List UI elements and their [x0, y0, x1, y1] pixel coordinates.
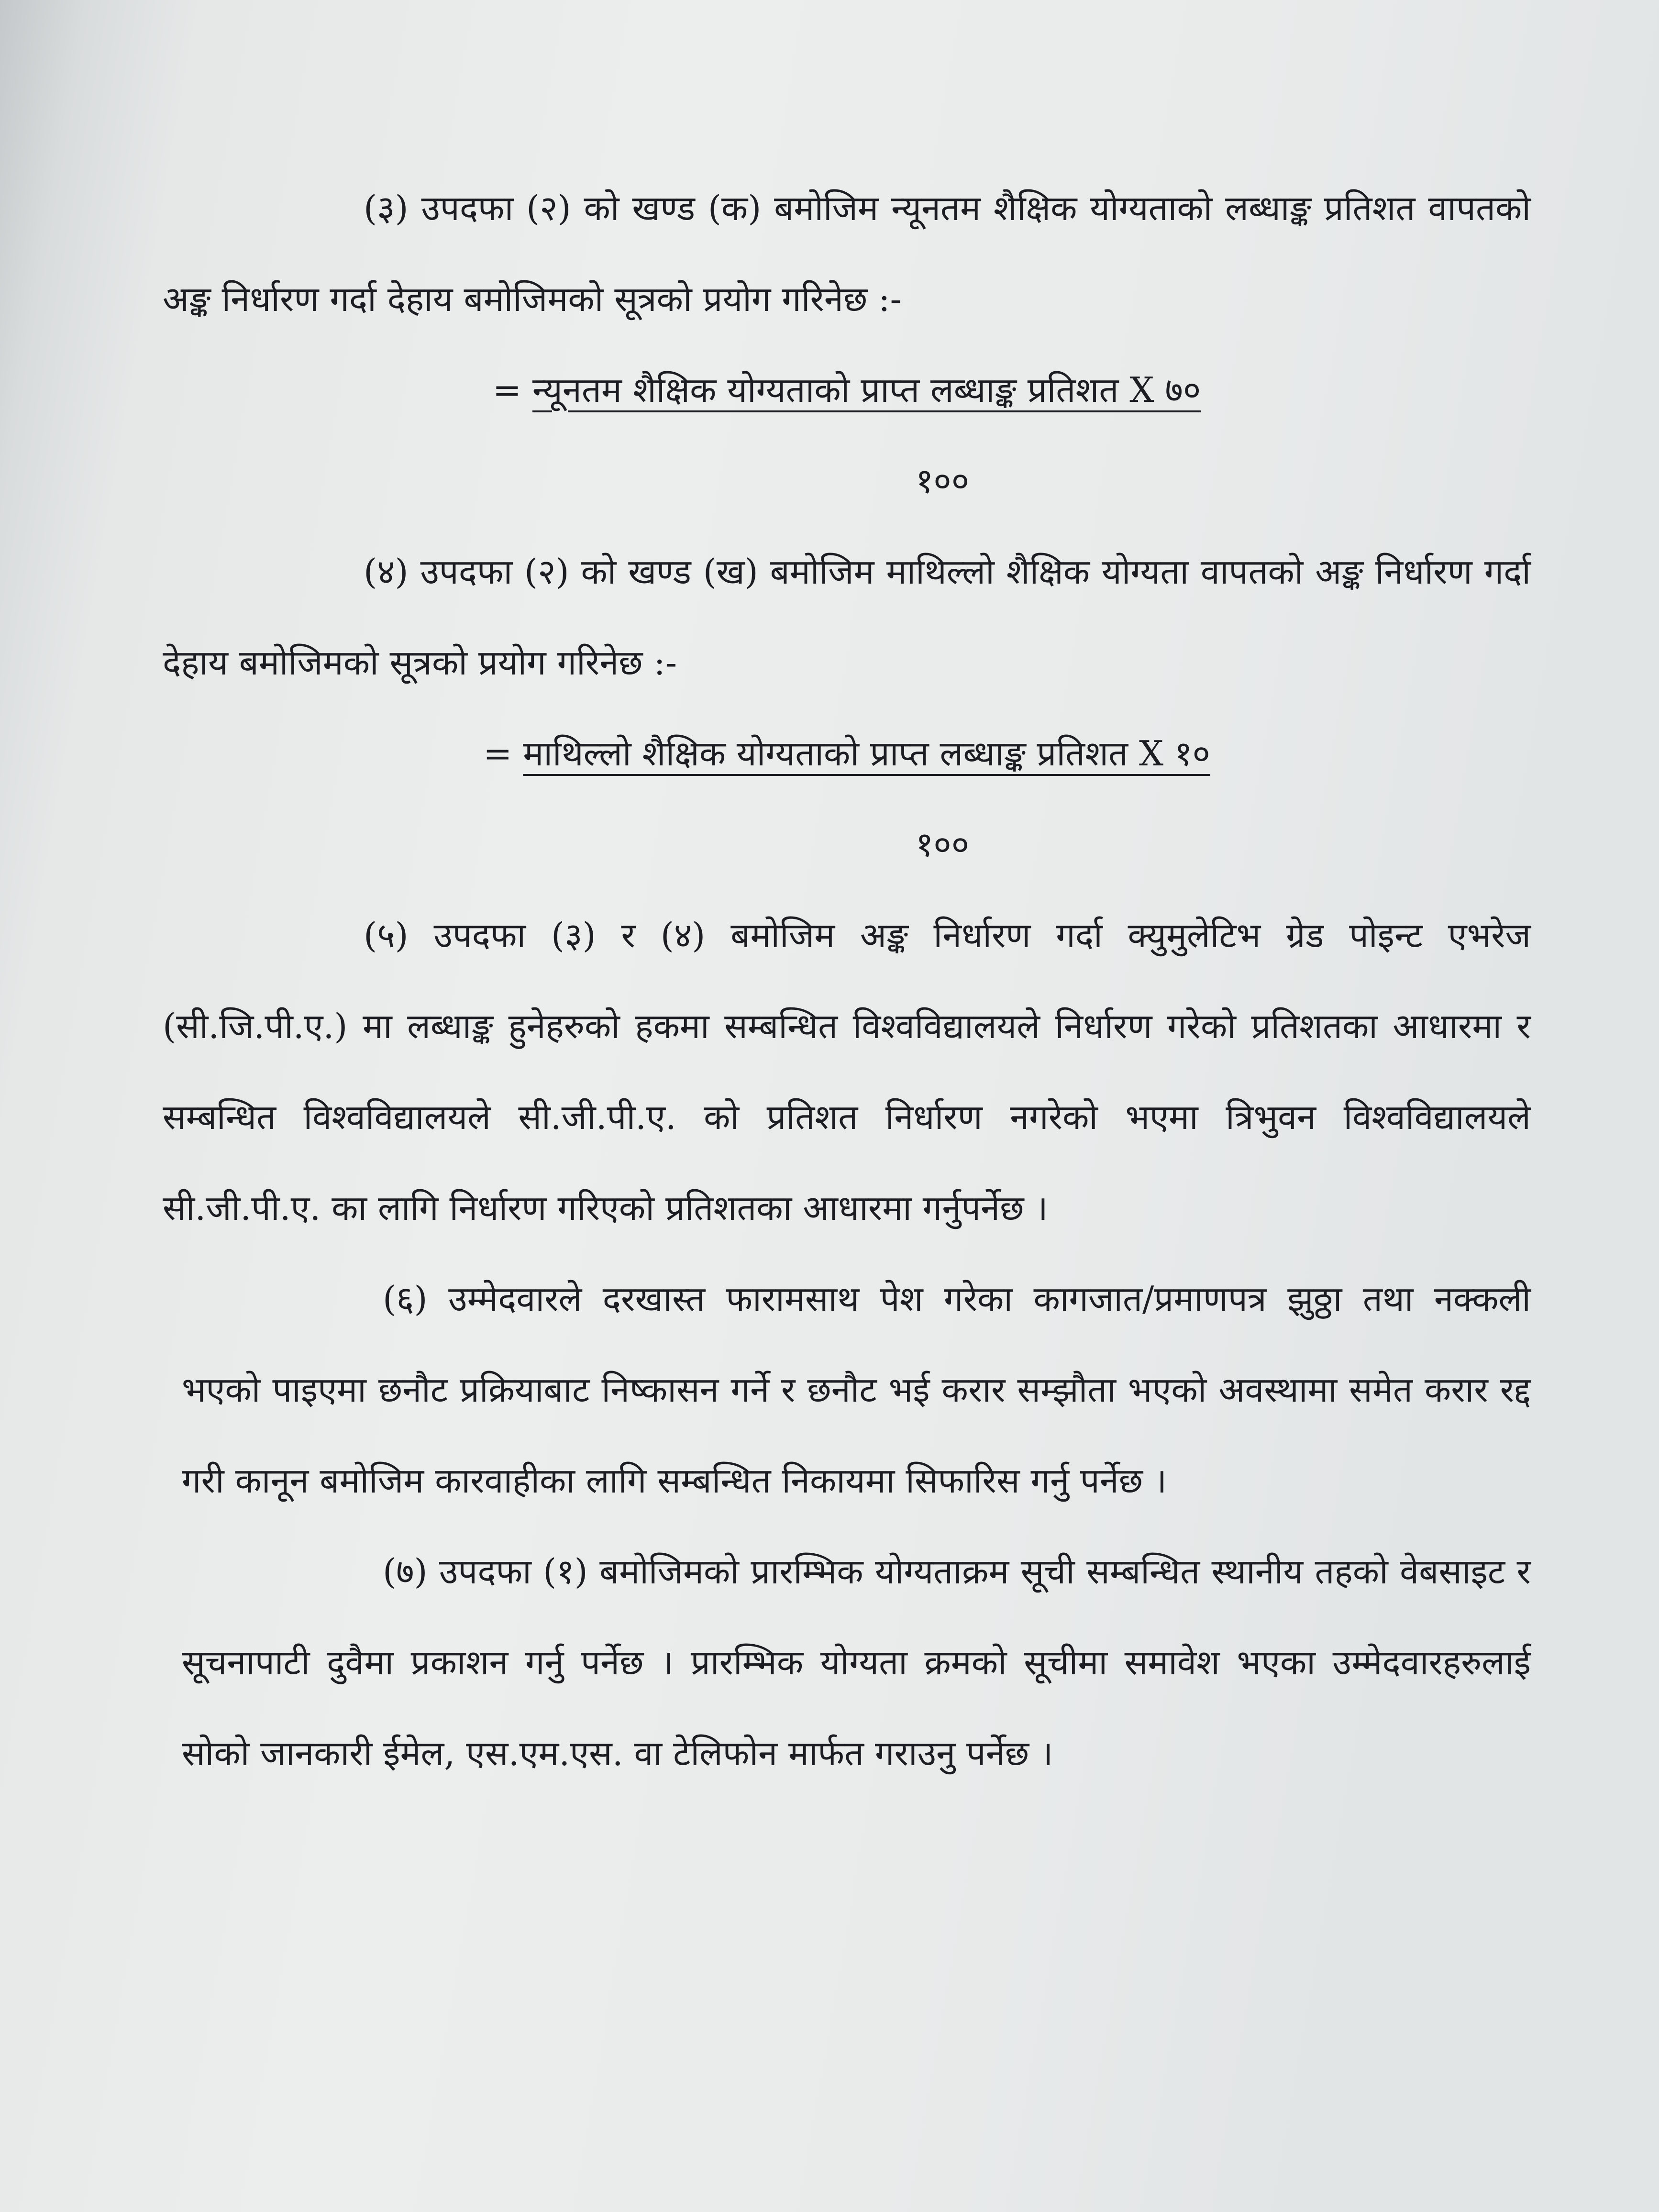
paragraph-5: (५) उपदफा (३) र (४) बमोजिम अङ्क निर्धारण गर्दा क्युमुलेटिभ ग्रेड पोइन्ट एभरेज (सी.जि.पी.ए.) मा लब्धाङ्क हुनेहरुको हकमा सम्बन्धित विश्वविद्यालयले निर्धारण गरेको प्रतिशतका आधारमा र सम्बन्धित विश्वविद्यालयले सी.जी.पी.ए. को प्रतिशत निर्धारण नगरेको भएमा त्रिभुवन विश्वविद्यालयले सी.जी.पी.ए. का लागि निर्धारण गरिएको प्रतिशतका आधारमा गर्नुपर्नेछ । — [163, 915, 1531, 1228]
page-body — [163, 163, 1531, 1799]
formula-3-equals: = — [492, 370, 522, 410]
formula-4 — [163, 708, 1531, 799]
formula-4-equals: = — [483, 733, 512, 774]
paragraph-4: (४) उपदफा (२) को खण्ड (ख) बमोजिम माथिल्लो शैक्षिक योग्यता वापतको अङ्क निर्धारण गर्दा देहाय बमोजिमको सूत्रको प्रयोग गरिनेछ :- — [163, 552, 1531, 683]
formula-3-numerator: न्यूनतम शैक्षिक योग्यताको प्राप्त लब्धाङ्क प्रतिशत X ७० — [532, 370, 1201, 410]
paragraph-6: (६) उम्मेदवारले दरखास्त फारामसाथ पेश गरेका कागजात/प्रमाणपत्र झुठ्ठा तथा नक्कली भएको पाइएमा छनौट प्रक्रियाबाट निष्कासन गर्ने र छनौट भई करार सम्झौता भएको अवस्थामा समेत करार रद्द गरी कानून बमोजिम कारवाहीका लागि सम्बन्धित निकायमा सिफारिस गर्नु पर्नेछ । — [182, 1279, 1531, 1501]
formula-3-denominator: १०० — [915, 461, 970, 501]
formula-4-denominator: १०० — [915, 824, 970, 864]
paragraph-3: (३) उपदफा (२) को खण्ड (क) बमोजिम न्यूनतम शैक्षिक योग्यताको लब्धाङ्क प्रतिशत वापतको अङ्क निर्धारण गर्दा देहाय बमोजिमको सूत्रको प्रयोग गरिनेछ :- — [163, 188, 1531, 319]
paragraph-7: (७) उपदफा (१) बमोजिमको प्रारम्भिक योग्यताक्रम सूची सम्बन्धित स्थानीय तहको वेबसाइट र सूचनापाटी दुवैमा प्रकाशन गर्नु पर्नेछ । प्रारम्भिक योग्यता क्रमको सूचीमा समावेश भएका उम्मेदवारहरुलाई सोको जानकारी ईमेल, एस.एम.एस. वा टेलिफोन मार्फत गराउनु पर्नेछ । — [182, 1551, 1531, 1773]
formula-3 — [163, 344, 1531, 435]
formula-4-numerator: माथिल्लो शैक्षिक योग्यताको प्राप्त लब्धाङ्क प्रतिशत X १० — [523, 733, 1210, 774]
